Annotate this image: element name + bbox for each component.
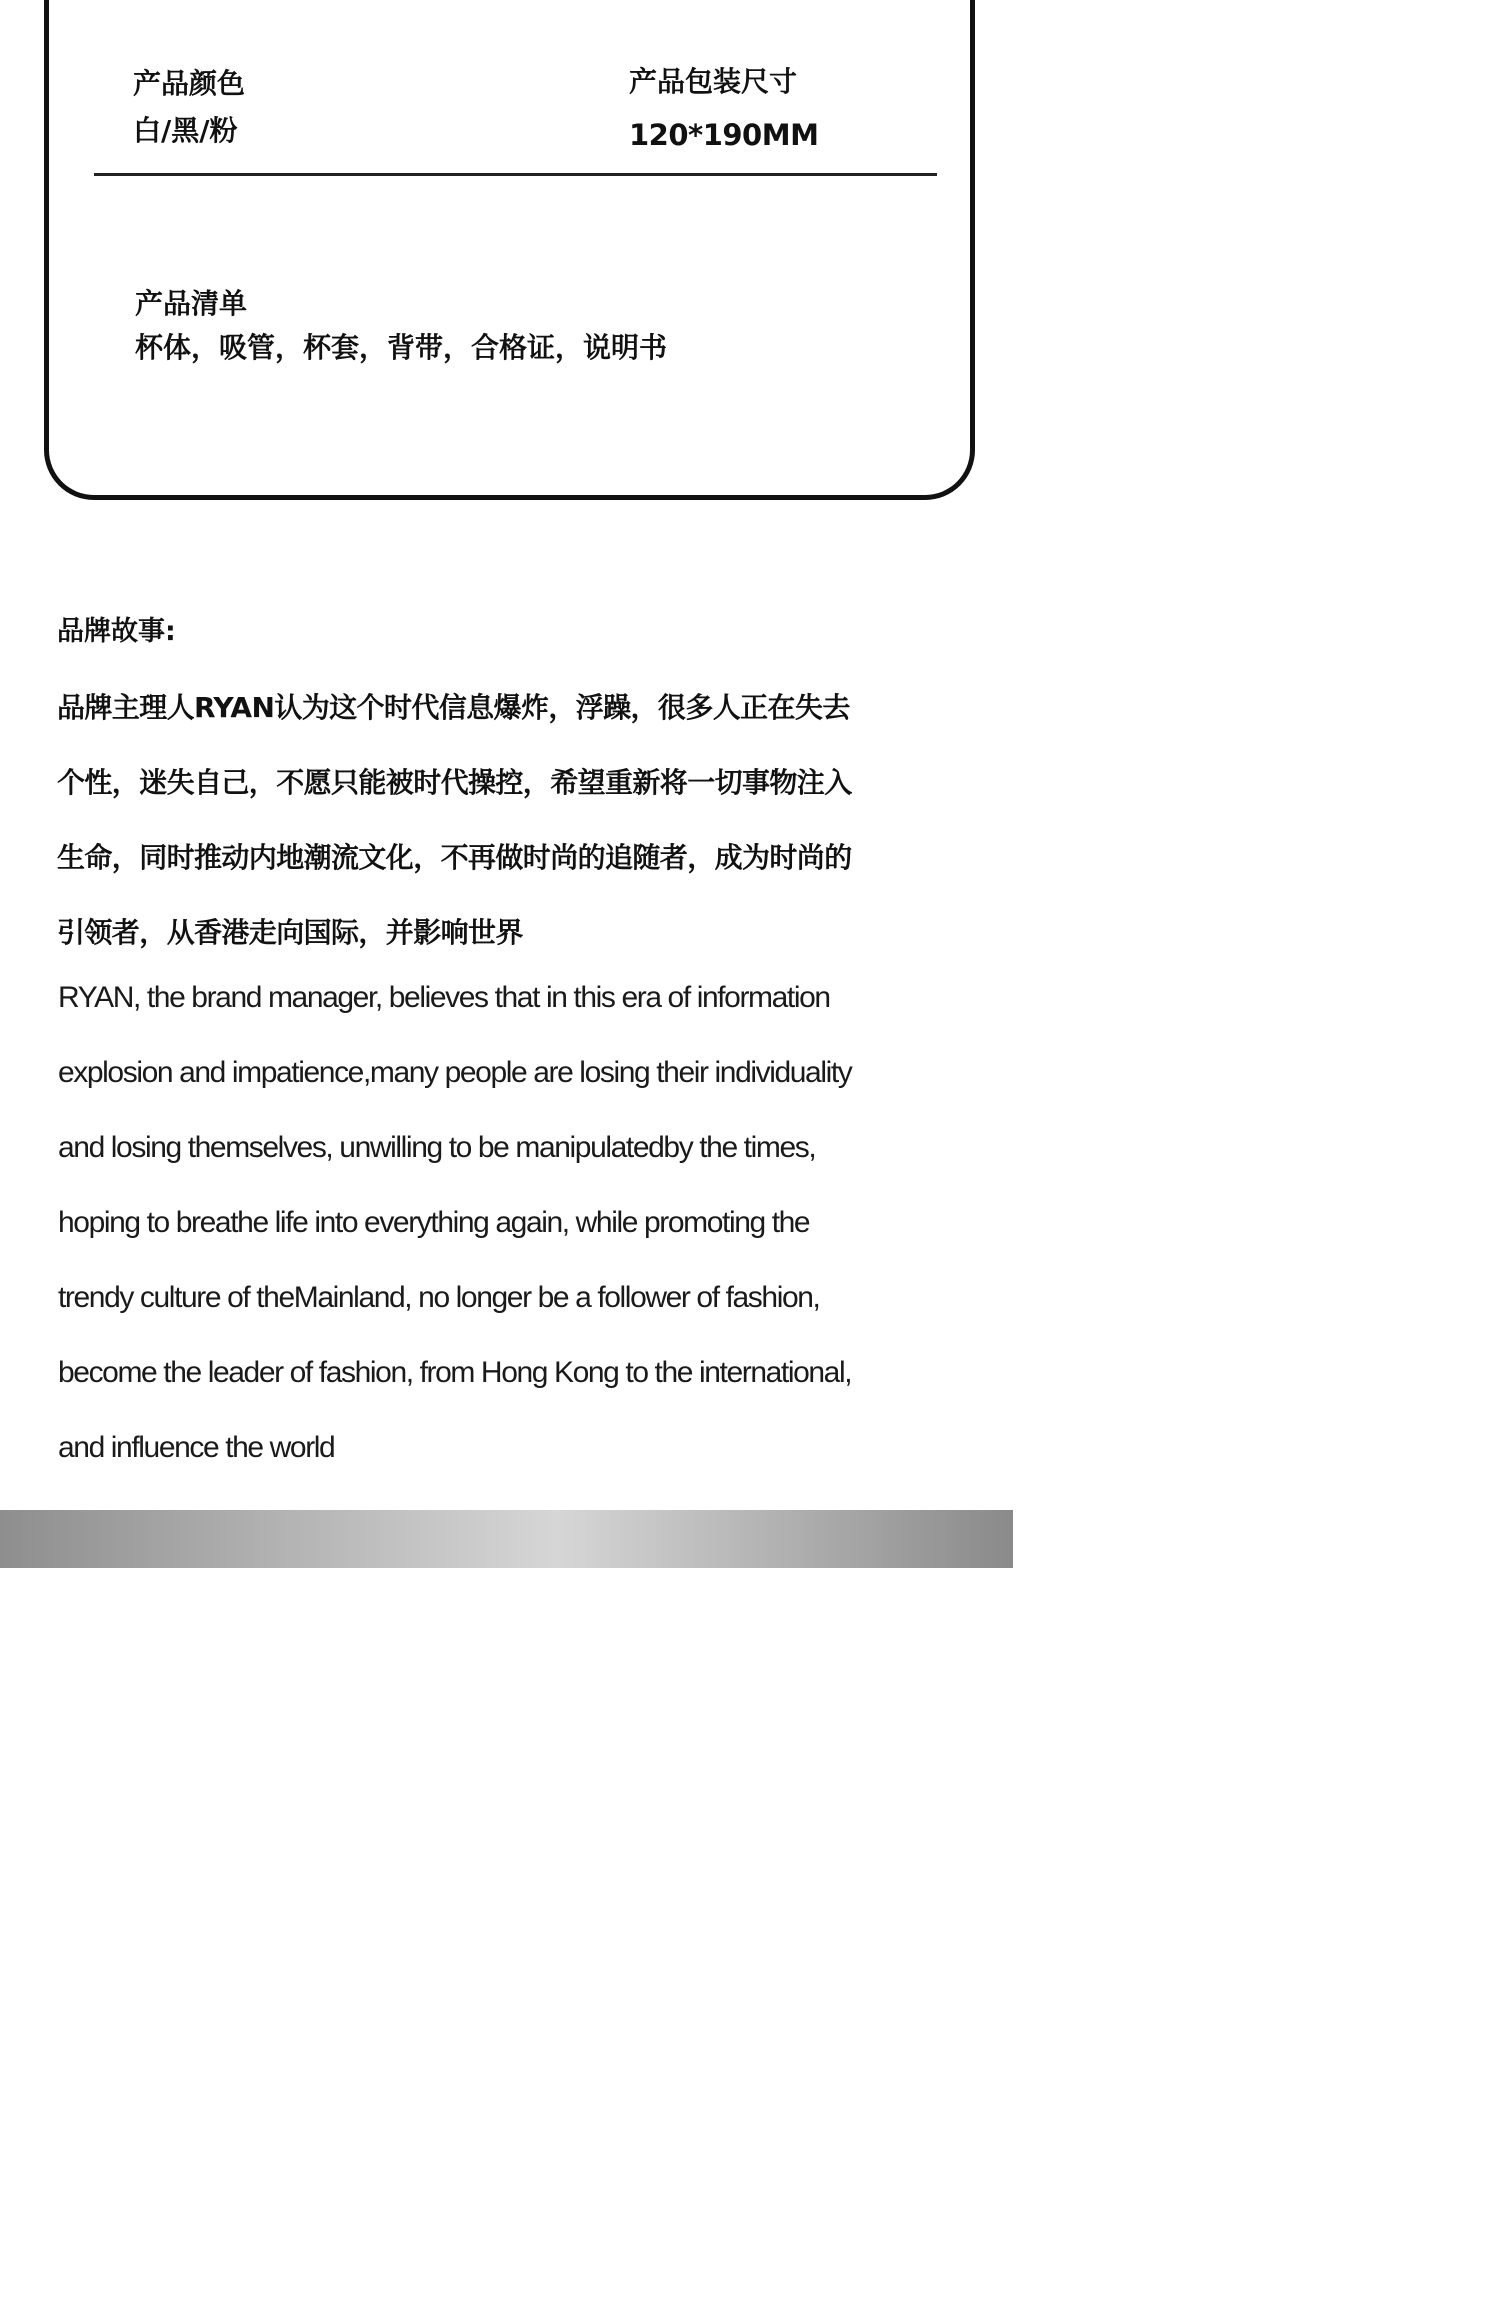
brand-story-en-line: explosion and impatience,many people are losing their individuality [58,1056,852,1089]
product-color-label: 产品颜色 [133,67,246,100]
brand-story-cn-line: 引领者，从香港走向国际，并影响世界 [57,916,523,949]
brand-story-cn-line: 个性，迷失自己，不愿只能被时代操控，希望重新将一切事物注入 [57,766,852,799]
brand-story-en-line: hoping to breathe life into everything again, while promoting the [58,1206,810,1239]
product-color-value: 白/黑/粉 [133,114,238,147]
package-size-label: 产品包装尺寸 [629,65,798,98]
brand-story-en-line: and influence the world [58,1431,335,1464]
spec-divider [94,173,937,176]
package-size-field [629,65,818,152]
brand-story-en-line: become the leader of fashion, from Hong Kong to the international, [58,1356,852,1389]
brand-story-en-line: trendy culture of theMainland, no longer be a follower of fashion, [58,1281,820,1314]
product-list-field [135,287,667,365]
product-spec-card [44,0,975,500]
product-list-label: 产品清单 [135,287,248,320]
brand-story-cn-line: 生命，同时推动内地潮流文化，不再做时尚的追随者，成为时尚的 [57,841,852,874]
product-list-value: 杯体，吸管，杯套，背带，合格证，说明书 [135,331,668,364]
package-size-value: 120*190MM [629,118,819,152]
bottom-gradient-band [0,1510,1013,1568]
brand-story-cn-line: 品牌主理人RYAN认为这个时代信息爆炸，浮躁，很多人正在失去 [57,691,850,724]
product-color-field [133,67,245,148]
brand-story-section [57,612,957,1464]
brand-story-title: 品牌故事: [57,616,176,647]
brand-story-en-line: and losing themselves, unwilling to be manipulatedby the times, [58,1131,816,1164]
brand-story-en-line: RYAN, the brand manager, believes that in this era of information [58,981,830,1014]
